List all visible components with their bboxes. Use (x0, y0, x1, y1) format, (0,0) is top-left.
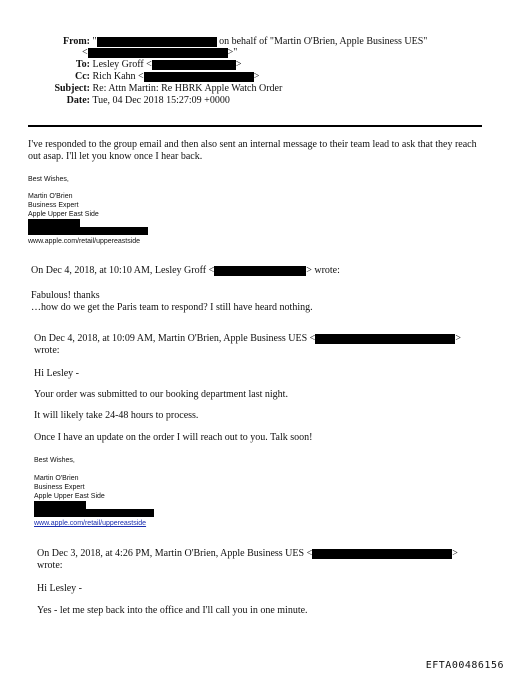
date-label: Date: (66, 95, 90, 106)
msg4-attribution (37, 548, 458, 560)
date-row (14, 95, 230, 107)
msg4-attribution-text: On Dec 3, 2018, at 4:26 PM, Martin O'Brien, Apple Business UES < (37, 548, 313, 559)
from-on-behalf: on behalf of "Martin O'Brien, Apple Business UES" (219, 36, 428, 47)
subject-row (14, 83, 282, 95)
msg3-closing: Best Wishes, (34, 457, 75, 464)
to-row (14, 59, 241, 71)
subject-label: Subject: (54, 83, 90, 94)
msg3-paragraph-2: It will likely take 24-48 hours to process. (34, 410, 199, 421)
msg1-sig-title: Business Expert (28, 202, 79, 209)
msg4-paragraph-1: Yes - let me step back into the office and I'll call you in one minute. (37, 605, 308, 616)
to-close: > (235, 59, 242, 70)
msg3-sig-url-link[interactable]: www.apple.com/retail/uppereastside (34, 520, 147, 527)
from-quote-open: " (92, 36, 97, 47)
msg4-attribution-end: > (452, 548, 458, 559)
redaction-bar (315, 334, 455, 344)
from-line2-open: < (82, 47, 88, 58)
msg2-line1: Fabulous! thanks (31, 290, 100, 301)
msg2-line2: …how do we get the Paris team to respond? I still have heard nothing. (31, 302, 313, 313)
msg4-greeting: Hi Lesley - (37, 583, 82, 594)
msg3-paragraph-3: Once I have an update on the order I will reach out to you. Talk soon! (34, 432, 313, 443)
redaction-bar (34, 509, 154, 517)
bates-number: EFTA00486156 (425, 660, 504, 671)
from-line2-close: >" (227, 47, 238, 58)
redaction-bar (152, 60, 236, 70)
msg4-wrote: wrote: (37, 560, 63, 571)
msg2-attribution (31, 265, 340, 277)
msg3-paragraph-1: Your order was submitted to our booking department last night. (34, 389, 288, 400)
msg3-sig-name: Martin O'Brien (34, 475, 79, 482)
redaction-bar (214, 266, 306, 276)
msg3-attribution-text: On Dec 4, 2018, at 10:09 AM, Martin O'Brien, Apple Business UES < (34, 333, 316, 344)
header-divider (28, 125, 482, 127)
cc-value: Rich Kahn < (92, 71, 144, 82)
redaction-bar (312, 549, 452, 559)
redaction-bar (28, 219, 80, 227)
date-value: Tue, 04 Dec 2018 15:27:09 +0000 (92, 95, 230, 106)
msg3-greeting: Hi Lesley - (34, 368, 79, 379)
redaction-bar (97, 37, 217, 47)
msg2-attribution-text: On Dec 4, 2018, at 10:10 AM, Lesley Groff < (31, 265, 215, 276)
from-row-2 (82, 47, 237, 59)
redaction-bar (34, 501, 86, 509)
msg3-sig-title: Business Expert (34, 484, 85, 491)
cc-close: > (253, 71, 260, 82)
msg1-sig-store: Apple Upper East Side (28, 211, 99, 218)
msg1-sig-url: www.apple.com/retail/uppereastside (28, 238, 141, 245)
msg1-sig-name: Martin O'Brien (28, 193, 73, 200)
cc-label: Cc: (75, 71, 90, 82)
cc-row (14, 71, 259, 83)
msg3-sig-store: Apple Upper East Side (34, 493, 105, 500)
subject-value: Re: Attn Martin: Re HBRK Apple Watch Order (92, 83, 283, 94)
msg2-attribution-end: > wrote: (306, 265, 340, 276)
msg1-closing: Best Wishes, (28, 176, 69, 183)
redaction-bar (88, 48, 228, 58)
to-label: To: (75, 59, 90, 70)
from-label: From: (62, 36, 90, 47)
msg1-body: I've responded to the group email and then also sent an internal message to their team lead to ask that they reach out asap. I'll let you know once I hear back. (28, 139, 477, 162)
redaction-bar (144, 72, 254, 82)
to-value: Lesley Groff < (92, 59, 152, 70)
msg3-wrote: wrote: (34, 345, 60, 356)
redaction-bar (28, 227, 148, 235)
msg3-attribution (34, 333, 461, 345)
msg3-attribution-end: > (455, 333, 461, 344)
